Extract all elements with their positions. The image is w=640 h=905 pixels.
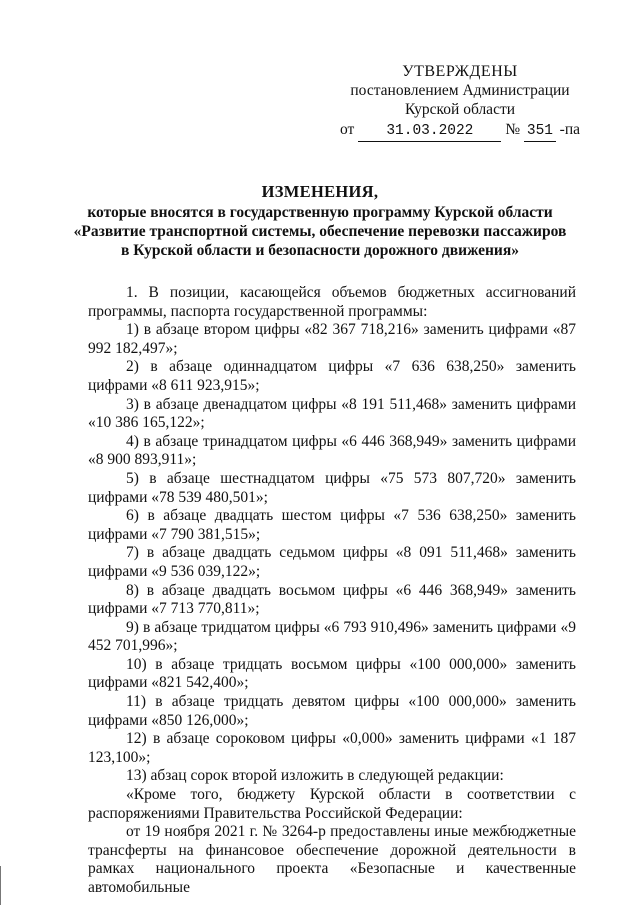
paragraph: 8) в абзаце двадцать восьмом цифры «6 446 368,949» заменить цифрами «7 713 770,811»; xyxy=(88,581,576,618)
paragraph: 4) в абзаце тринадцатом цифры «6 446 368,949» заменить цифрами «8 900 893,911»; xyxy=(88,432,576,469)
paragraph: 11) в абзаце тридцать девятом цифры «100 000,000» заменить цифрами «850 126,000»; xyxy=(88,693,576,729)
date-prefix: от xyxy=(340,121,355,138)
scan-edge-mark xyxy=(0,866,1,905)
paragraph: 3) в абзаце двенадцатом цифры «8 191 511,468» заменить цифрами «10 386 165,122»; xyxy=(88,395,576,432)
paragraph: 7) в абзаце двадцать седьмом цифры «8 091 511,468» заменить цифрами «9 536 039,122»; xyxy=(88,544,576,580)
paragraph: 6) в абзаце двадцать шестом цифры «7 536 638,250» заменить цифрами «7 790 381,515»; xyxy=(88,507,576,543)
paragraph: 12) в абзаце сороковом цифры «0,000» заменить цифрами «1 187 123,100»; xyxy=(88,730,576,766)
paragraph: 1) в абзаце втором цифры «82 367 718,216» заменить цифрами «87 992 182,497»; xyxy=(88,321,576,357)
approval-title: УТВЕРЖДЕНЫ xyxy=(402,63,518,80)
heading-line-1: которые вносятся в государственную программу Курской области xyxy=(87,204,553,221)
heading-line-2: «Развитие транспортной системы, обеспечение перевозки пассажиров xyxy=(73,223,567,240)
approval-line-1: постановлением Администрации xyxy=(350,82,570,99)
approval-stamp xyxy=(340,62,580,142)
number-suffix: -па xyxy=(559,121,580,138)
heading-title: ИЗМЕНЕНИЯ, xyxy=(261,182,379,201)
paragraph: от 19 ноября 2021 г. № 3264-р предоставлены иные межбюджетные трансферты на финансовое обеспечение дорожной деятельности в рамках национального проекта «Безопасные и качественные автомобильные xyxy=(88,823,576,896)
approval-line-2: Курской области xyxy=(404,101,516,118)
paragraph: 2) в абзаце одиннадцатом цифры «7 636 638,250» заменить цифрами «8 611 923,915»; xyxy=(88,358,576,394)
paragraph: «Кроме того, бюджету Курской области в соответствии с распоряжениями Правительства Российской Федерации: xyxy=(88,786,576,822)
approval-number: 351 xyxy=(524,122,555,142)
paragraph: 9) в абзаце тридцатом цифры «6 793 910,496» заменить цифрами «9 452 701,996»; xyxy=(88,618,576,655)
document-body xyxy=(88,284,576,898)
document-heading xyxy=(60,182,580,260)
approval-date-line xyxy=(340,120,580,142)
number-prefix: № xyxy=(505,121,521,138)
paragraph: 1. В позиции, касающейся объемов бюджетных ассигнований программы, паспорта государственной программы: xyxy=(88,284,576,320)
approval-date: 31.03.2022 xyxy=(358,122,501,142)
paragraph: 5) в абзаце шестнадцатом цифры «75 573 807,720» заменить цифрами «78 539 480,501»; xyxy=(88,469,576,506)
heading-line-3: в Курской области и безопасности дорожного движения» xyxy=(121,242,519,259)
paragraph: 13) абзац сорок второй изложить в следующей редакции: xyxy=(126,767,504,785)
paragraph: 10) в абзаце тридцать восьмом цифры «100 000,000» заменить цифрами «821 542,400»; xyxy=(88,655,576,692)
